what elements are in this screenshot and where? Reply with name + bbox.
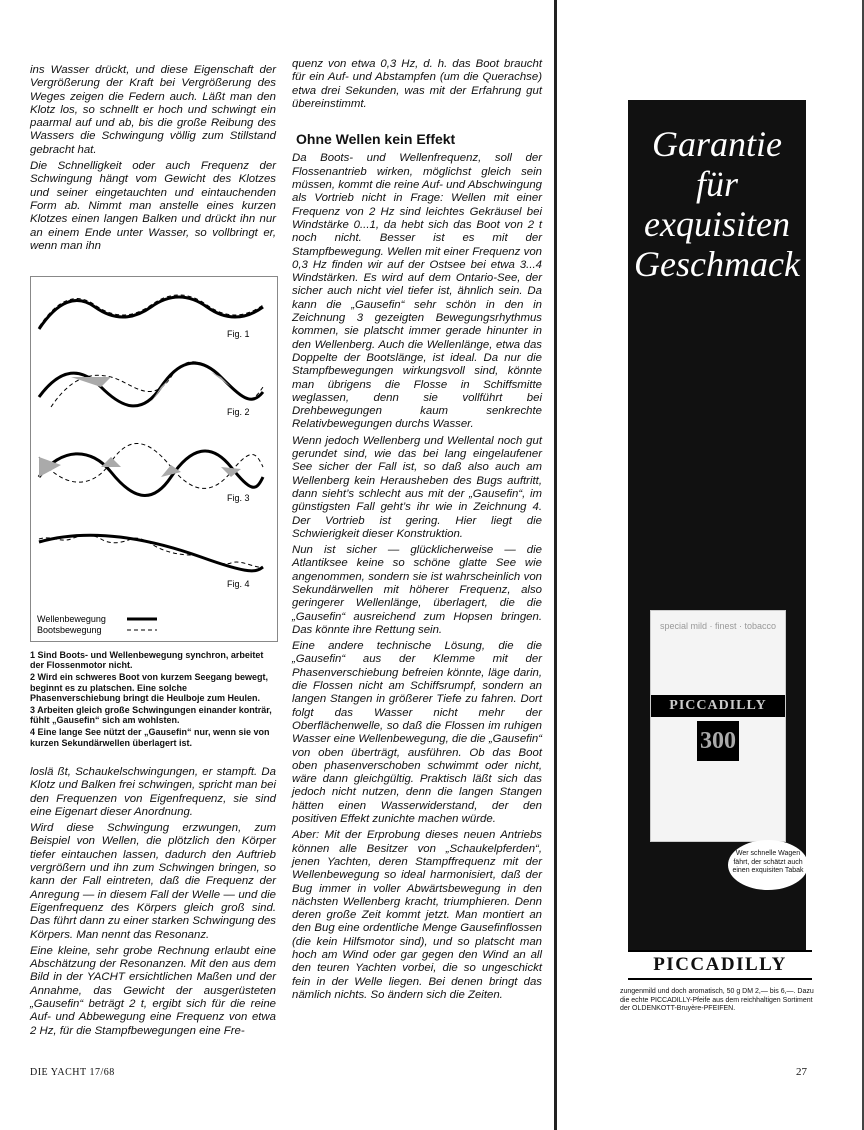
column2 [292, 58, 542, 1005]
paragraph: quenz von etwa 0,3 Hz, d. h. das Boot braucht für ein Auf- und Abstampfen (um die Querachse) etwa drei Sekunden, was mit der Erfahrung gut übereinstimmt. [292, 58, 542, 110]
paragraph: Aber: Mit der Erprobung dieses neuen Antriebs können alle Besitzer von „Schaukelpferden“, jenen Yachten, deren Stampffrequenz mit der Wellenbewegung so ideal harmonisiert, daß der Bug immer in voller Abwärtsbewegung in den nächsten Wellenberg kracht, triumphieren. Denn deren große Zeit kommt jetzt. Man montiert an den Bug eine ordentliche Menge Gausefinflossen (die kein Hilfsmotor sind), und so platscht man hoch am Wind oder gar gegen den Wind an all den teuren Yachten vorbei, die so ungeschickt fein in der Welle liegen. Bei denen bringt das nämlich nichts. So ändern sich die Zeiten. [292, 829, 542, 1001]
fig-label: Fig. 3 [227, 493, 250, 503]
paragraph: Nun ist sicher — glücklicherweise — die Atlantiksee keine so schöne glatte See wie angenommen, sondern sie ist wahrscheinlich von Sekundärwellen mit höherer Frequenz, also geringerer Wellenlänge, überlagert, die die „Gausefin“ ausreichend zum Hopsen bringen. Das könnte ihre Rettung sein. [292, 544, 542, 636]
tobacco-pack [650, 610, 786, 842]
paragraph: ins Wasser drückt, und diese Eigenschaft der Vergrößerung der Kraft bei Vergrößerung des Weges zeigen die Federn auch. Läßt man den Klotz los, so schnellt er hoch und schwingt ein paarmal auf und ab, bis die große Reibung des Wassers die Schwingung völlig zum Stillstand gebracht hat. [30, 64, 276, 156]
column-gutter [554, 0, 557, 1130]
wave-line [39, 297, 263, 329]
paragraph: Wenn jedoch Wellenberg und Wellental noch gut gerundet sind, wie das bei lang eingelaufener See sicher der Fall ist, so daß also auch am Wellenberg kein Herausheben des Bugs auftritt, dann sieht’s schlecht aus mit der „Gausefin“, im günstigsten Fall geht’s ihr wie in Zeichnung 4. Der Vortrieb ist gering. Hier liegt die Schwierigkeit dieser Konstruktion. [292, 434, 542, 540]
ad-brand: PICCADILLY [628, 950, 812, 980]
page-number: 27 [796, 1066, 807, 1078]
section-heading: Ohne Wellen kein Effekt [296, 131, 456, 148]
boat-line [51, 362, 263, 407]
paragraph: Wird diese Schwingung erzwungen, zum Beispiel von Wellen, die plötzlich den Körper tiefer eintauchen lassen, dadurch den Auftrieb vergrößern und ihn zum Schwingen bringen, so kann der Fall eintreten, daß die Frequenz der Anregung — in diesem Fall der Welle — und die Eigenfrequenz des Körpers gleich groß sind. Das führt dann zu einer starken Schwingung des Körpers. Man nennt das Resonanz. [30, 822, 276, 941]
column1-top [30, 64, 276, 256]
advertisement [620, 100, 814, 1110]
paragraph: Eine kleine, sehr grobe Rechnung erlaubt eine Abschätzung der Resonanzen. Mit den aus dem Bild in der YACHT ersichtlichen Maßen und der Annahme, das Gewicht der ausgerüsteten „Gausefin“ beträgt 2 t, ergibt sich für die reine Auf- und Abbewegung eine Frequenz von etwa 2 Hz, für die Stampfbewegungen eine Fre- [30, 944, 276, 1037]
legend-boat-label: Bootsbewegung [37, 625, 102, 635]
wave-line [39, 535, 263, 571]
paragraph: Da Boots- und Wellenfrequenz, soll der Flossenantrieb wirken, möglichst gleich sein müssen, kommt die reine Auf- und Abschwingung als Vortrieb nicht in Frage: Wellen mit einer Frequenz von 2 Hz sind leichtes Gekräusel bei Windstärke 0...1, da hebt sich das Boot von 2 t noch nicht. Besser ist es mit der Stampfbewegung. Wellen mit einer Frequenz von 0,3 Hz finden wir auf der Ostsee bei etwa 3...4 Windstärken. Es wird auf dem Ontario-See, der sicher auch nicht viel tiefer ist, ähnlich sein. Da kann die „Gausefin“ sehr schön in den in Zeichnung 3 gezeigten Bewegungsrhythmus kommen, sie platscht immer gerade hinunter in den Wellenberg. Auch die Wellenlänge, etwa das Doppelte der Bootslänge, ist ideal. Da nur die Stampfbewegungen wirkungsvoll sind, könnte man übrigens die Flosse in Schiffsmitte weglassen, denn sie vollführt bei Drehbewegungen kaum senkrechte Relativbewegungen durchs Wasser. [292, 152, 542, 431]
paragraph: loslä ßt, Schaukelschwingungen, er stampft. Da Klotz und Balken frei schwingen, spricht man bei den Frequenzen von Eigenfrequenz, sie sind eine Eigenart dieser Anordnung. [30, 766, 276, 818]
caption: 4 Eine lange See nützt der „Gausefin“ nur, wenn sie von kurzen Sekundärwellen überlagert ist. [30, 727, 270, 748]
magazine-footer: DIE YACHT 17/68 [30, 1067, 115, 1078]
shaded-area [39, 457, 241, 477]
figure-captions [30, 650, 278, 750]
pack-text: special mild · finest · tobacco [659, 621, 777, 631]
fig-label: Fig. 1 [227, 329, 250, 339]
ad-small-print: zungenmild und doch aromatisch, 50 g DM 2,— bis 6,—. Dazu die echte PICCADILLY-Pfeife aus dem reichhaltigen Sortiment der OLDENKOTT-Bruyère-PFEIFEN. [620, 988, 814, 1013]
caption: 2 Wird ein schweres Boot von kurzem Seegang bewegt, beginnt es zu platschen. Eine solche Phasenverschiebung bringt die Heulboje zum Heulen. [30, 672, 268, 703]
ad-bubble: Wer schnelle Wagen fährt, der schätzt auch einen exquisiten Tabak [728, 840, 808, 890]
paragraph: Eine andere technische Lösung, die die „Gausefin“ aus der Klemme mit der Phasenverschiebung befreien könnte, läge darin, die Flossen nicht am Schiffsrumpf, sondern an langen Stangen in größerer Tiefe zu fahren. Dort folgt das Wasser nicht mehr der Oberflächenwelle, so daß die Flossen im ruhigen Wasser eine Wellenbewegung, die die „Gausefin“ von oben überträgt, ausführen. Ob das Boot oben phasenverschoben schwimmt oder nicht, wäre dann gleichgültig. Praktisch läßt sich das jedoch nicht nutzen, denn die langen Stangen hätten einen Wasserwiderstand, der den positiven Effekt zunichte machen würde. [292, 640, 542, 826]
pack-number: 300 [697, 721, 739, 761]
fig-label: Fig. 2 [227, 407, 250, 417]
caption: 1 Sind Boots- und Wellenbewegung synchron, arbeitet der Flossenmotor nicht. [30, 650, 264, 671]
paragraph: Die Schnelligkeit oder auch Frequenz der Schwingung hängt vom Gewicht des Klotzes und seiner eingetauchten und eintauchenden Form ab. Nimmt man anstelle eines kurzen Klotzes einen langen Balken und drückt ihn nur an einem Ende unter Wasser, so vollbringt er, wenn man ihn [30, 160, 276, 252]
legend-wave-label: Wellenbewegung [37, 614, 106, 624]
wave-line [39, 363, 263, 406]
boat-line [39, 535, 263, 567]
wave-diagram [31, 277, 277, 641]
pack-brand: PICCADILLY [651, 695, 785, 717]
wave-figure [30, 276, 278, 642]
column1-bottom [30, 766, 276, 1041]
fig-label: Fig. 4 [227, 579, 250, 589]
ad-slogan: Garantie für exquisiten Geschmack [634, 124, 800, 284]
caption: 3 Arbeiten gleich große Schwingungen einander konträr, fühlt „Gausefin“ sich am wohlsten. [30, 705, 272, 726]
